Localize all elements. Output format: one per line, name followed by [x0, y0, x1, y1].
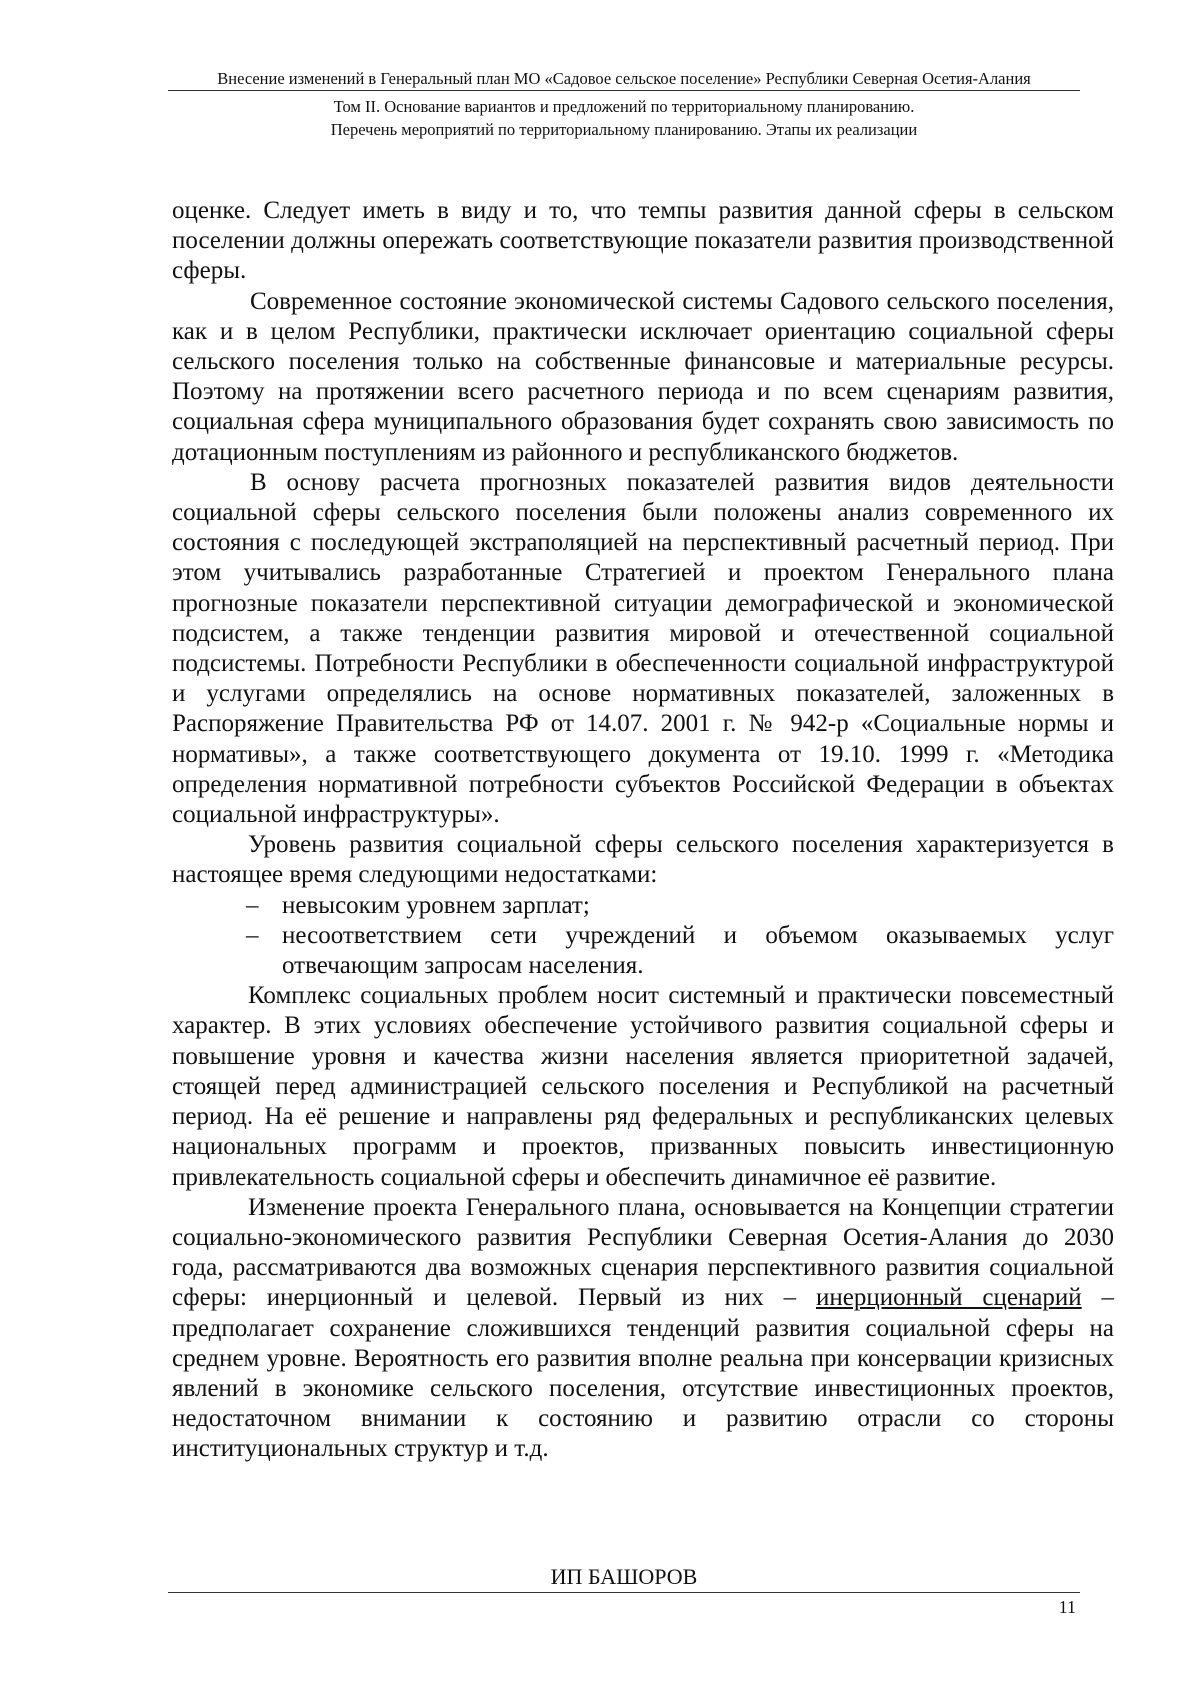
volume-subtitle-line-2: Перечень мероприятий по территориальному планированию. Этапы их реализации [330, 120, 918, 139]
paragraph-scenarios-end: – предполагает сохранение сложившихся тенденций развития социальной сферы на среднем уровне. Вероятность его развития вполне реальна при консервации кризисных явлений в экономике сельского поселения, отсутствие инвестиционных проектов, недостаточном внимании к состоянию и развитию отрасли со стороны институциональных структур и т.д. [172, 1284, 1114, 1463]
footer-organization: ИП БАШОРОВ [550, 1564, 698, 1589]
paragraph-forecast-basis: В основу расчета прогнозных показателей развития видов деятельности социальной сферы сельского поселения были положены анализ современного их состояния с последующей экстраполяцией на перспективный расчетный период. При этом учитывались разработанные Стратегией и проектом Генерального плана прогнозные показатели перспективной ситуации демографической и экономической подсистем, а также тенденции развития мировой и отечественной социальной подсистемы. Потребности Республики в обеспеченности социальной инфраструктурой и услугами определялись на основе нормативных показателей, заложенных в Распоряжение Правительства РФ от 14.07. 2001 г. № 942-р «Социальные нормы и нормативы», а также соответствующего документа от 19.10. 1999 г. «Методика определения нормативной потребности субъектов Российской Федерации в объектах социальной инфраструктуры». [172, 468, 1114, 829]
inertial-scenario-term: инерционный сценарий [815, 1284, 1082, 1312]
document-body [172, 196, 1114, 1465]
list-item-text: несоответствием сети учреждений и объемом оказываемых услуг отвечающим запросам населения. [282, 921, 1114, 980]
list-item [172, 891, 1114, 921]
header-divider [168, 90, 1080, 91]
paragraph-scenarios-start: Изменение проекта Генерального плана, основывается на Концепции стратегии социально-экономического развития Республики Северная Осетия-Алания до 2030 года, рассматриваются два возможных сценария перспективного развития социальной сферы: инерционный и целевой. Первый из них – [172, 1193, 1114, 1312]
bullet-dash: – [246, 891, 259, 919]
volume-subtitle-line-1: Том II. Основание вариантов и предложений по территориальному планированию. [333, 97, 915, 116]
footer-divider [168, 1592, 1080, 1593]
page-header [168, 68, 1080, 141]
paragraph-shortcomings-intro: Уровень развития социальной сферы сельского поселения характеризуется в настоящее время следующими недостатками: [172, 831, 1114, 889]
paragraph-social-problems: Комплекс социальных проблем носит системный и практически повсеместный характер. В этих условиях обеспечение устойчивого развития социальной сферы и повышение уровня и качества жизни населения является приоритетной задачей, стоящей перед администрацией сельского поселения и Республикой на расчетный период. На её решение и направлены ряд федеральных и республиканских целевых национальных программ и проектов, призванных повысить инвестиционную привлекательность социальной сферы и обеспечить динамичное её развитие. [172, 982, 1114, 1191]
list-item-text: невысоким уровнем зарплат; [282, 891, 590, 919]
paragraph-economic-state: Современное состояние экономической системы Садового сельского поселения, как и в целом Республики, практически исключает ориентацию социальной сферы сельского поселения только на собственные финансовые и материальные ресурсы. Поэтому на протяжении всего расчетного периода и по всем сценариям развития, социальная сфера муниципального образования будет сохранять свою зависимость по дотационным поступлениям из районного и республиканского бюджетов. [172, 287, 1114, 466]
shortcomings-list [172, 891, 1114, 982]
page-footer [168, 1564, 1080, 1617]
page-number: 11 [1058, 1597, 1076, 1617]
document-title: Внесение изменений в Генеральный план МО «Садовое сельское поселение» Республики Северная Осетия-Алания [217, 69, 1031, 88]
list-item [172, 921, 1114, 981]
bullet-dash: – [246, 921, 259, 949]
paragraph-continuation: оценке. Следует иметь в виду и то, что темпы развития данной сферы в сельском поселении должны опережать соответствующие показатели развития производственной сферы. [172, 197, 1114, 285]
paragraph-scenarios [172, 1193, 1114, 1465]
